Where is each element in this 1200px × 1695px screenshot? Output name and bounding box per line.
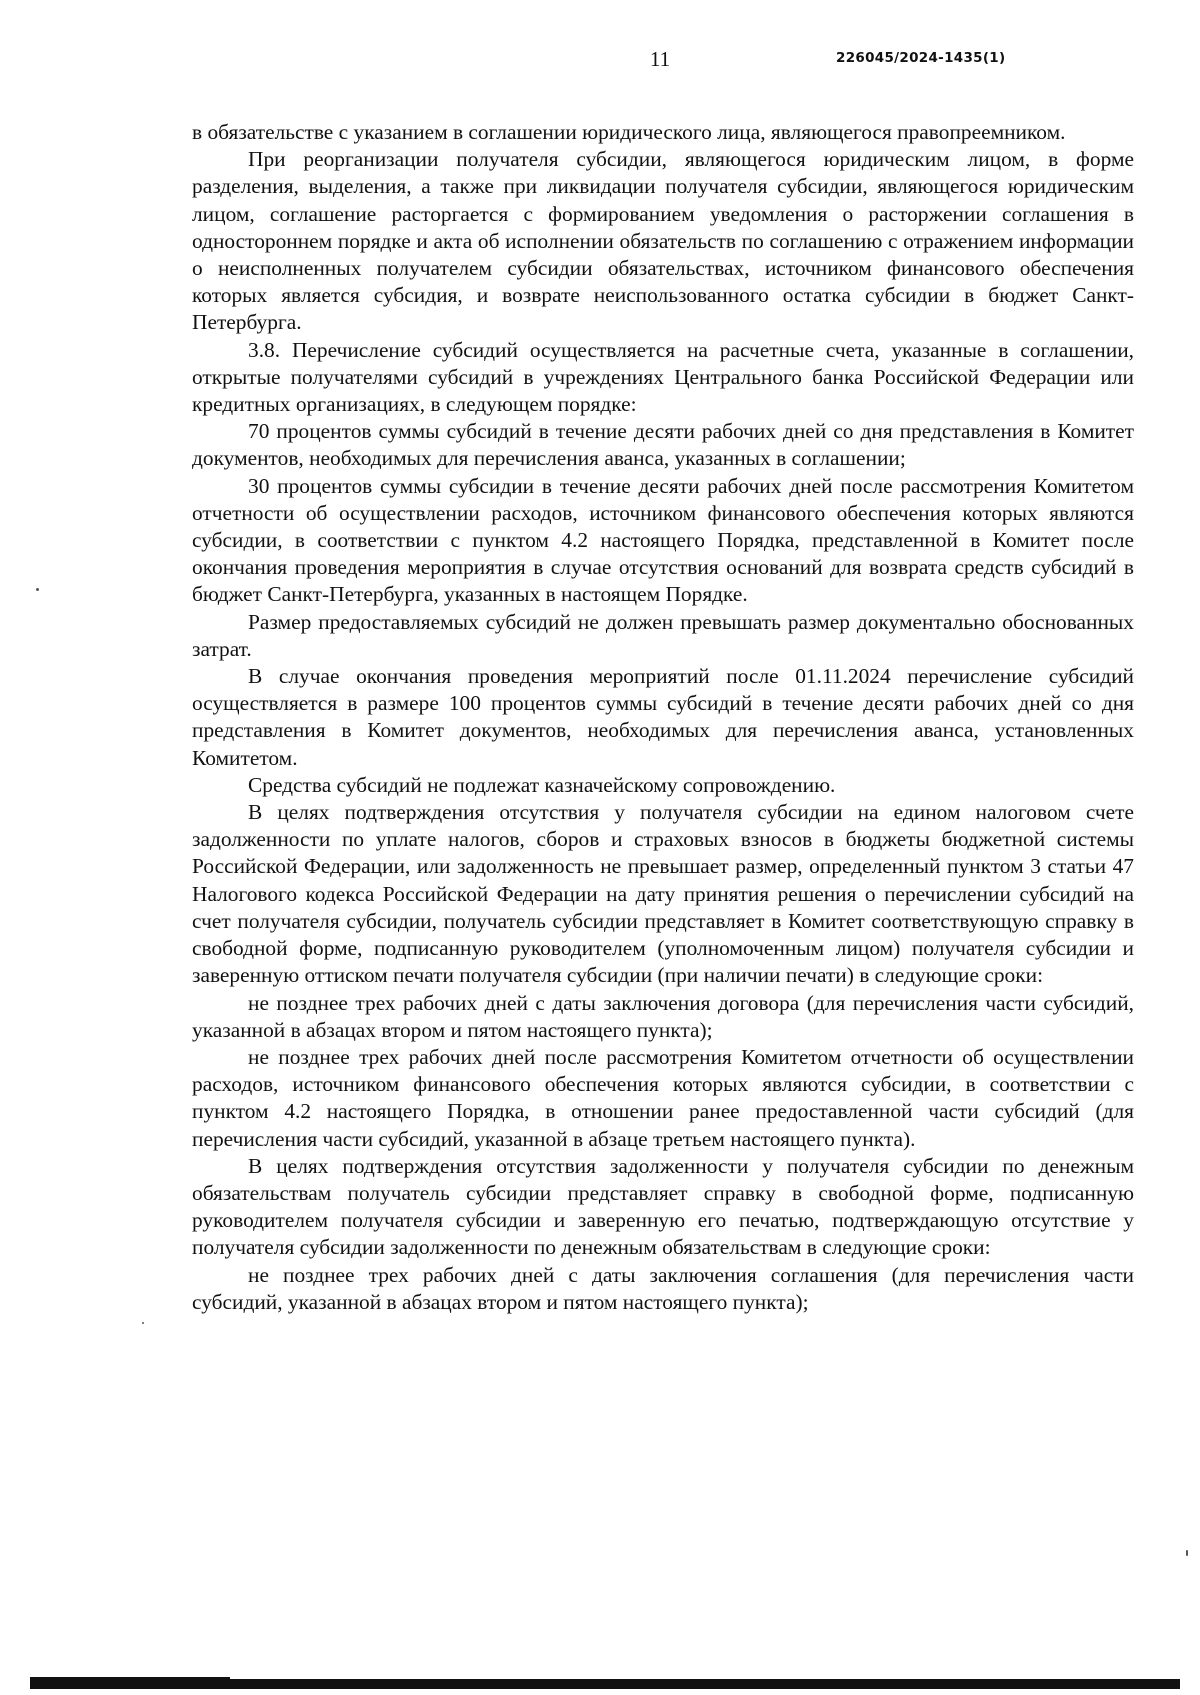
paragraph: 3.8. Перечисление субсидий осуществляется на расчетные счета, указанные в соглашении, открытые получателями субсидий в учреждениях Центрального банка Российской Федерации или кредитных организациях, в следующем порядке: bbox=[192, 337, 1134, 417]
paragraph: В случае окончания проведения мероприятий после 01.11.2024 перечисление субсидий осуществляется в размере 100 процентов суммы субсидий в течение десяти рабочих дней со дня представления в Комитет документов, необходимых для перечисления аванса, установленных Комитетом. bbox=[192, 664, 1134, 770]
paragraph: 30 процентов суммы субсидии в течение десяти рабочих дней после рассмотрения Комитетом отчетности об осуществлении расходов, источником финансового обеспечения которых являются субсидии, в соответствии с пунктом 4.2 настоящего Порядка, представленной в Комитет после окончания проведения мероприятия в случае отсутствия оснований для возврата средств субсидий в бюджет Санкт-Петербурга, указанных в настоящем Порядке. bbox=[192, 473, 1134, 607]
paragraph: не позднее трех рабочих дней с даты заключения договора (для перечисления части субсидий, указанной в абзацах втором и пятом настоящего пункта); bbox=[192, 990, 1134, 1042]
paragraph: В целях подтверждения отсутствия задолженности у получателя субсидии по денежным обязательствам получатель субсидии представляет справку в свободной форме, подписанную руководителем получателя субсидии и заверенную его печатью, подтверждающую отсутствие у получателя субсидии задолженности по денежным обязательствам в следующие сроки: bbox=[192, 1153, 1134, 1260]
scan-speck bbox=[142, 1322, 144, 1324]
paragraph: не позднее трех рабочих дней с даты заключения соглашения (для перечисления части субсидий, указанной в абзацах втором и пятом настоящего пункта); bbox=[192, 1262, 1134, 1314]
paragraph: При реорганизации получателя субсидии, являющегося юридическим лицом, в форме разделения, выделения, а также при ликвидации получателя субсидии, являющегося юридическим лицом, соглашение расторгается с формированием уведомления о расторжении соглашения в одностороннем порядке и акта об исполнении обязательств по соглашению с отражением информации о неисполненных получателем субсидии обязательствах, источником финансового обеспечения которых является субсидия, и возврате неиспользованного остатка субсидии в бюджет Санкт-Петербурга. bbox=[192, 147, 1134, 335]
paragraph: в обязательстве с указанием в соглашении юридического лица, являющегося правопреемником. bbox=[192, 120, 1066, 144]
paragraph: не позднее трех рабочих дней после рассмотрения Комитетом отчетности об осуществлении расходов, источником финансового обеспечения которых являются субсидии, в соответствии с пунктом 4.2 настоящего Порядка, в отношении ранее предоставленной части субсидий (для перечисления части субсидий, указанной в абзаце третьем настоящего пункта). bbox=[192, 1044, 1134, 1151]
document-number: 226045/2024-1435(1) bbox=[836, 50, 1006, 66]
paragraph: 70 процентов суммы субсидий в течение десяти рабочих дней со дня представления в Комитет документов, необходимых для перечисления аванса, указанных в соглашении; bbox=[192, 419, 1134, 471]
bottom-edge-bar bbox=[30, 1679, 1180, 1689]
page-number: 11 bbox=[649, 47, 671, 71]
paragraph: Средства субсидий не подлежат казначейскому сопровождению. bbox=[248, 772, 836, 797]
document-body bbox=[192, 119, 1134, 1316]
scan-speck bbox=[36, 588, 39, 591]
scan-speck bbox=[1186, 1550, 1188, 1556]
paragraph: Размер предоставляемых субсидий не должен превышать размер документально обоснованных затрат. bbox=[192, 609, 1134, 661]
paragraph: В целях подтверждения отсутствия у получателя субсидии на едином налоговом счете задолженности по уплате налогов, сборов и страховых взносов в бюджеты бюджетной системы Российской Федерации, или задолженность не превышает размер, определенный пунктом 3 статьи 47 Налогового кодекса Российской Федерации на дату принятия решения о перечислении субсидий на счет получателя субсидии, получатель субсидии представляет в Комитет соответствующую справку в свободной форме, подписанную руководителем (уполномоченным лицом) получателя субсидии и заверенную оттиском печати получателя субсидии (при наличии печати) в следующие сроки: bbox=[192, 800, 1134, 988]
